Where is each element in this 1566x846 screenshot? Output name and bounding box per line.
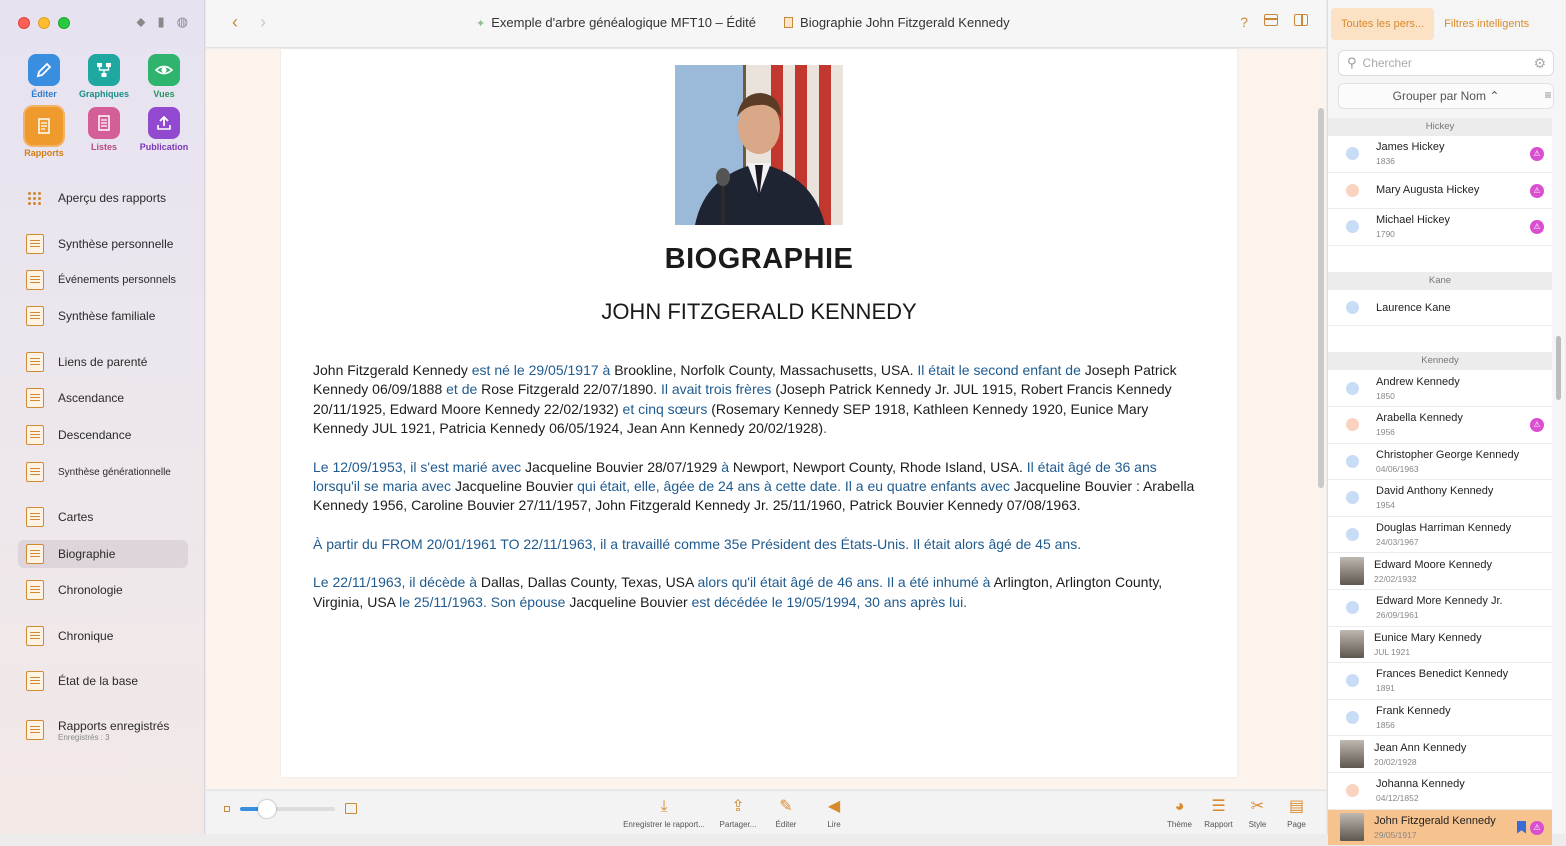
document-icon <box>784 17 793 28</box>
person-name: Douglas Harriman Kennedy <box>1376 522 1511 534</box>
female-dot-icon <box>1346 784 1359 797</box>
nav-synthese-generationnelle[interactable] <box>18 458 188 486</box>
male-dot-icon <box>1346 711 1359 724</box>
sliders-icon: ☰ <box>1211 797 1225 817</box>
nav-label: Ascendance <box>58 391 124 405</box>
gear-icon[interactable]: ⚙ <box>1533 55 1546 72</box>
tool-label: Vues <box>153 89 174 99</box>
person-name: Mary Augusta Hickey <box>1376 184 1479 196</box>
nav-liens-de-parente[interactable] <box>18 348 188 376</box>
nav-label: Synthèse familiale <box>58 309 155 323</box>
report-title-text: Biographie John Fitzgerald Kennedy <box>800 15 1010 30</box>
person-row[interactable] <box>1328 480 1552 517</box>
male-dot-icon <box>1346 220 1359 233</box>
bio-data-text: (Joseph Patrick Kennedy Jr. JUL 1915, Robert Francis Kennedy 20/11/1925, Edward Moore Kennedy 22/02/1932) <box>313 381 1172 416</box>
person-text <box>1376 302 1451 314</box>
nav-etat-de-la-base[interactable] <box>18 667 188 695</box>
nav-label: Synthèse personnelle <box>58 237 173 251</box>
tool-label: Publication <box>140 142 189 152</box>
help-button[interactable]: ? <box>1240 14 1248 30</box>
person-date: 1856 <box>1376 720 1451 730</box>
tool-label: Listes <box>91 142 117 152</box>
edit-action[interactable] <box>762 797 810 829</box>
person-date: 1850 <box>1376 391 1460 401</box>
bio-data-text: Jacqueline Bouvier <box>569 594 691 610</box>
person-search <box>1338 50 1554 76</box>
zoom-control <box>224 803 357 814</box>
bio-template-text: Il avait trois frères <box>661 381 775 397</box>
palette-action[interactable] <box>1160 797 1199 829</box>
bio-data-text: Newport, Newport County, Rhode Island, USA. <box>733 459 1027 475</box>
group-by-label: Grouper par Nom ⌃ <box>1393 89 1500 103</box>
nav-rapports-enregistres[interactable] <box>18 713 188 747</box>
nav-label: État de la base <box>58 674 138 688</box>
person-text <box>1376 141 1444 166</box>
sort-icon[interactable]: ≡ <box>1541 88 1555 102</box>
male-dot-icon <box>1346 674 1359 687</box>
timeline-icon <box>26 580 44 600</box>
zoom-slider[interactable] <box>240 807 335 811</box>
person-date: 1954 <box>1376 500 1493 510</box>
person-panel-tabs <box>1331 8 1561 40</box>
person-name: Frank Kennedy <box>1376 705 1451 717</box>
window-controls <box>18 17 70 29</box>
nav-synthese-personnelle[interactable] <box>18 230 188 258</box>
zoom-window-button[interactable] <box>58 17 70 29</box>
speaker-icon: ◀ <box>828 797 840 817</box>
map-icon <box>26 507 44 527</box>
warning-badge-icon: ⚠ <box>1530 184 1544 198</box>
person-name: Johanna Kennedy <box>1376 778 1465 790</box>
person-date: 04/06/1963 <box>1376 464 1519 474</box>
bio-data-text: Rose Fitzgerald 22/07/1890. <box>481 381 661 397</box>
section-header: Kane <box>1328 272 1552 290</box>
zoom-small-icon <box>224 806 230 812</box>
person-row[interactable] <box>1328 209 1552 246</box>
report-heading: BIOGRAPHIE <box>281 243 1237 276</box>
nav-label: Biographie <box>58 547 115 561</box>
nav-descendance[interactable] <box>18 421 188 449</box>
person-text <box>1374 815 1496 840</box>
person-row[interactable] <box>1328 370 1552 407</box>
nav-chronique[interactable] <box>18 622 188 650</box>
nav-cartes[interactable] <box>18 503 188 531</box>
nav-label <box>58 719 169 742</box>
person-date: 29/05/1917 <box>1374 830 1496 840</box>
person-date: 26/09/1961 <box>1376 610 1503 620</box>
male-dot-icon <box>1346 382 1359 395</box>
person-row[interactable] <box>1328 736 1552 773</box>
person-name: James Hickey <box>1376 141 1444 153</box>
person-row[interactable] <box>1328 517 1552 554</box>
person-text <box>1374 559 1492 584</box>
person-text <box>1376 184 1479 196</box>
bio-data-text: Arlington, Arlington County, Virginia, USA <box>313 574 1162 609</box>
nav-label: Liens de parenté <box>58 355 147 369</box>
tool-label: Éditer <box>31 89 57 99</box>
forward-arrow-icon[interactable]: › <box>260 12 266 33</box>
person-row[interactable] <box>1328 407 1552 444</box>
bio-template-text: Il était le second enfant de <box>917 362 1084 378</box>
bio-paragraph-birth <box>313 361 1203 439</box>
tool-graphiques[interactable] <box>74 54 134 99</box>
pencil-icon <box>28 54 60 86</box>
person-row[interactable] <box>1328 553 1552 590</box>
person-date: JUL 1921 <box>1374 647 1482 657</box>
leaf-icon: ✦ <box>476 18 485 30</box>
action-label: Lire <box>827 820 840 829</box>
sidebar-top-icons <box>136 14 188 30</box>
zoom-large-icon <box>345 803 357 814</box>
action-label: Thème <box>1167 820 1192 829</box>
nav-label-text: Rapports enregistrés <box>58 719 169 733</box>
zoom-slider-knob[interactable] <box>258 800 276 818</box>
toolbar-right <box>1240 14 1308 30</box>
close-window-button[interactable] <box>18 17 30 29</box>
bio-template-text: Le 12/09/1953, il s'est marié avec <box>313 459 525 475</box>
person-date: 04/12/1852 <box>1376 793 1465 803</box>
report-settings <box>1160 797 1316 829</box>
section-header: Kennedy <box>1328 352 1552 370</box>
palette-icon: ◕ <box>1175 797 1185 817</box>
person-photo <box>1340 557 1364 585</box>
person-date: 1891 <box>1376 683 1508 693</box>
nav-apercu-des-rapports[interactable] <box>18 184 188 212</box>
nav-sublabel: Enregistrés : 3 <box>58 733 169 742</box>
doc-title-text: Exemple d'arbre généalogique MFT10 – Édité <box>491 15 756 30</box>
grid-icon <box>26 188 44 208</box>
back-arrow-icon[interactable]: ‹ <box>232 12 238 33</box>
person-name: Edward Moore Kennedy <box>1374 559 1492 571</box>
person-date: 22/02/1932 <box>1374 574 1492 584</box>
person-photo <box>1340 630 1364 658</box>
person-name: Frances Benedict Kennedy <box>1376 668 1508 680</box>
doc-title <box>476 15 756 30</box>
person-list <box>1328 118 1566 834</box>
nav-evenements-personnels[interactable] <box>18 266 188 294</box>
biography-text <box>313 361 1203 631</box>
report-viewer <box>206 49 1326 789</box>
person-report-icon <box>26 234 44 254</box>
bio-template-text: À partir du FROM 20/01/1961 TO 22/11/1963, il a travaillé comme 35e Président des États-Unis. Il était alors âgé de 45 ans. <box>313 536 1081 552</box>
male-dot-icon <box>1346 491 1359 504</box>
person-text <box>1374 632 1482 657</box>
download-action[interactable] <box>614 797 714 829</box>
person-text <box>1376 412 1463 437</box>
sidebar-toggle-icon[interactable] <box>1294 14 1308 26</box>
share-icon: ⇪ <box>731 797 744 817</box>
tool-publication[interactable] <box>134 107 194 158</box>
bio-template-text: et de <box>446 381 481 397</box>
person-photo <box>1340 740 1364 768</box>
person-text <box>1376 214 1450 239</box>
module-toolbar <box>14 54 194 158</box>
nav-label: Événements personnels <box>58 274 176 286</box>
speaker-action[interactable] <box>810 797 858 829</box>
bio-template-text: est né le 29/05/1917 à <box>472 362 614 378</box>
warning-badge-icon: ⚠ <box>1530 418 1544 432</box>
action-label: Page <box>1287 820 1306 829</box>
person-row[interactable] <box>1328 136 1552 173</box>
male-dot-icon <box>1346 601 1359 614</box>
document-scrollbar[interactable] <box>1318 108 1324 488</box>
report-icon <box>25 107 63 145</box>
title-area <box>476 15 1010 30</box>
bio-template-text: et cinq sœurs <box>623 401 712 417</box>
nav-synthese-familiale[interactable] <box>18 302 188 330</box>
nav-ascendance[interactable] <box>18 384 188 412</box>
person-date: 24/03/1967 <box>1376 537 1511 547</box>
bio-paragraph-death <box>313 573 1203 612</box>
person-date: 1790 <box>1376 229 1450 239</box>
bio-template-text: Il était âgé de 36 ans lorsqu'il se maria avec <box>313 459 1157 494</box>
bio-paragraph-career <box>313 535 1203 554</box>
edit-icon: ✎ <box>779 797 792 817</box>
style-icon: ✂ <box>1251 797 1264 817</box>
person-row[interactable] <box>1328 773 1552 810</box>
person-name: John Fitzgerald Kennedy <box>1374 815 1496 827</box>
person-row[interactable] <box>1328 590 1552 627</box>
report-title <box>784 15 1010 30</box>
person-name: Eunice Mary Kennedy <box>1374 632 1482 644</box>
bio-template-text: qui était, elle, âgée de 24 ans à cette date. Il a eu quatre enfants avec <box>577 478 1014 494</box>
action-label: Style <box>1249 820 1267 829</box>
female-dot-icon <box>1346 184 1359 197</box>
bio-template-text: alors qu'il était âgé de 46 ans. Il a été inhumé à <box>697 574 993 590</box>
tag-icon[interactable]: ⬥ <box>136 14 145 30</box>
search-input[interactable] <box>1363 56 1533 70</box>
male-dot-icon <box>1346 301 1359 314</box>
person-row[interactable] <box>1328 290 1552 327</box>
nav-label: Chronologie <box>58 583 123 597</box>
list-spacer <box>1328 246 1552 272</box>
action-label: Partager... <box>720 820 757 829</box>
family-report-icon <box>26 306 44 326</box>
person-text <box>1376 668 1508 693</box>
saved-reports-icon <box>26 720 44 740</box>
sidebar <box>0 0 205 834</box>
tool-listes[interactable] <box>74 107 134 158</box>
title-bar <box>206 0 1326 48</box>
window-layout-icon[interactable] <box>1264 14 1278 26</box>
share-action[interactable] <box>714 797 762 829</box>
person-name: Edward More Kennedy Jr. <box>1376 595 1503 607</box>
person-panel <box>1327 0 1565 834</box>
person-text <box>1376 705 1451 730</box>
bookmark-icon[interactable]: ▮ <box>158 14 165 30</box>
search-icon: ⚲ <box>1347 55 1357 71</box>
nav-label: Descendance <box>58 428 131 442</box>
tab-all-persons[interactable]: Toutes les pers... <box>1331 8 1434 40</box>
person-row[interactable] <box>1328 663 1552 700</box>
descendants-icon <box>26 425 44 445</box>
action-label: Éditer <box>776 820 797 829</box>
bio-data-text: Dallas, Dallas County, Texas, USA <box>481 574 698 590</box>
person-row[interactable] <box>1328 810 1552 846</box>
sliders-action[interactable] <box>1199 797 1238 829</box>
download-icon: ⤓ <box>660 797 667 817</box>
bio-data-text: John Fitzgerald Kennedy <box>313 362 472 378</box>
person-date: 1956 <box>1376 427 1463 437</box>
nav-label: Cartes <box>58 510 93 524</box>
group-by-select[interactable] <box>1338 83 1554 109</box>
report-actions <box>614 797 858 829</box>
list-icon <box>88 107 120 139</box>
person-text <box>1376 485 1493 510</box>
warning-badge-icon: ⚠ <box>1530 147 1544 161</box>
tool-vues[interactable] <box>134 54 194 99</box>
person-text <box>1376 522 1511 547</box>
warning-badge-icon: ⚠ <box>1530 821 1544 835</box>
info-icon <box>26 671 44 691</box>
bio-template-text: à <box>721 459 733 475</box>
person-heading: JOHN FITZGERALD KENNEDY <box>281 299 1237 325</box>
bookmark-icon <box>1517 821 1526 834</box>
male-dot-icon <box>1346 455 1359 468</box>
portrait-photo <box>675 65 843 225</box>
person-row[interactable] <box>1328 700 1552 737</box>
ancestors-icon <box>26 388 44 408</box>
eye-icon <box>148 54 180 86</box>
bio-data-text: (Rosemary Kennedy SEP 1918, Kathleen Kennedy 1920, Eunice Mary Kennedy JUL 1921, Patricia Kennedy 06/05/1924, Jean Ann Kennedy 20/02/1928) <box>313 401 1148 436</box>
chronicle-icon <box>26 626 44 646</box>
bio-data-text: Brookline, Norfolk County, Massachusetts, USA. <box>614 362 917 378</box>
person-name: Jean Ann Kennedy <box>1374 742 1466 754</box>
tree-chart-icon <box>88 54 120 86</box>
bio-paragraph-marriage <box>313 458 1203 516</box>
bio-data-text: Jacqueline Bouvier <box>455 478 577 494</box>
action-label: Rapport <box>1204 820 1232 829</box>
bio-template-text: Le 22/11/1963, il décède à <box>313 574 481 590</box>
person-text <box>1376 376 1460 401</box>
person-list-scrollbar[interactable] <box>1556 336 1561 400</box>
events-report-icon <box>26 270 44 290</box>
style-action[interactable] <box>1238 797 1277 829</box>
bio-data-text: Jacqueline Bouvier 28/07/1929 <box>525 459 721 475</box>
report-page <box>281 49 1237 777</box>
nav-label: Chronique <box>58 629 113 643</box>
bio-data-text: Jacqueline Bouvier : Arabella Kennedy 1956, Caroline Bouvier 27/11/1957, John Fitzgerald Kennedy Jr. 25/11/1960, Patrick Bouvier Kennedy 07/08/1963. <box>313 478 1194 513</box>
tool-label: Rapports <box>24 148 64 158</box>
person-name: Arabella Kennedy <box>1376 412 1463 424</box>
person-name: David Anthony Kennedy <box>1376 485 1493 497</box>
person-row[interactable] <box>1328 173 1552 210</box>
bio-template-text: est décédée le 19/05/1994, 30 ans après lui. <box>692 594 968 610</box>
person-date: 20/02/1928 <box>1374 757 1466 767</box>
person-name: Michael Hickey <box>1376 214 1450 226</box>
person-photo <box>1340 813 1364 841</box>
person-row[interactable] <box>1328 627 1552 664</box>
bottom-toolbar <box>206 790 1326 834</box>
male-dot-icon <box>1346 147 1359 160</box>
tab-smart-filters[interactable]: Filtres intelligents <box>1434 8 1539 40</box>
globe-icon[interactable]: ◍ <box>177 14 188 30</box>
tool-label: Graphiques <box>79 89 129 99</box>
list-spacer <box>1328 326 1552 352</box>
nav-chronologie[interactable] <box>18 576 188 604</box>
biography-icon <box>26 544 44 564</box>
section-header: Hickey <box>1328 118 1552 136</box>
page-action[interactable] <box>1277 797 1316 829</box>
generations-icon <box>26 462 44 482</box>
bio-template-text: le 25/11/1963. Son épouse <box>399 594 569 610</box>
person-name: Andrew Kennedy <box>1376 376 1460 388</box>
page-icon: ▤ <box>1289 797 1304 817</box>
warning-badge-icon: ⚠ <box>1530 220 1544 234</box>
tool-editer[interactable] <box>14 54 74 99</box>
person-text <box>1376 778 1465 803</box>
person-name: Laurence Kane <box>1376 302 1451 314</box>
male-dot-icon <box>1346 528 1359 541</box>
bio-template-text: . <box>823 420 827 436</box>
person-text <box>1374 742 1466 767</box>
person-text <box>1376 449 1519 474</box>
nav-label: Aperçu des rapports <box>58 191 166 205</box>
nav-label: Synthèse générationnelle <box>58 467 171 478</box>
nav-biographie[interactable] <box>18 540 188 568</box>
tool-rapports[interactable] <box>14 107 74 158</box>
relationship-icon <box>26 352 44 372</box>
bio-data-text: Joseph Patrick Kennedy 06/09/1888 <box>313 362 1177 397</box>
female-dot-icon <box>1346 418 1359 431</box>
person-date: 1836 <box>1376 156 1444 166</box>
upload-icon <box>148 107 180 139</box>
person-name: Christopher George Kennedy <box>1376 449 1519 461</box>
minimize-window-button[interactable] <box>38 17 50 29</box>
person-row[interactable] <box>1328 444 1552 481</box>
action-label: Enregistrer le rapport... <box>623 820 705 829</box>
person-text <box>1376 595 1503 620</box>
